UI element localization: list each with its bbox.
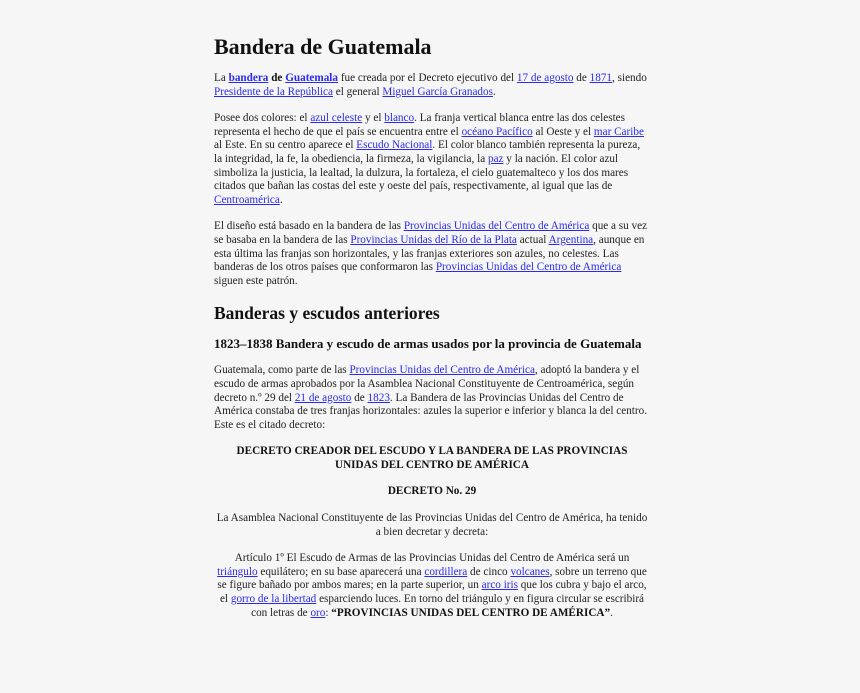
wiki-link[interactable]: paz	[487, 152, 504, 165]
text-run: equilátero; en su base aparecerá una	[257, 565, 425, 578]
text-run: y el	[362, 112, 385, 125]
paragraph	[214, 485, 650, 499]
wiki-link[interactable]: 17 de agosto	[516, 72, 574, 84]
paragraph	[214, 552, 650, 620]
text-run: de	[268, 72, 286, 84]
text-run: de cinco	[467, 565, 511, 578]
text-run: el general	[332, 85, 383, 98]
document	[214, 34, 650, 633]
text-run: de	[573, 72, 590, 84]
text-run: , adoptó la bandera y el escudo de armas aprobados por la Asamblea Nacional Constituyente de Centroamérica, según decreto n.º 29 del	[214, 364, 640, 404]
text-run: actual	[516, 233, 549, 246]
wiki-link[interactable]: gorro de la libertad	[230, 593, 317, 606]
wiki-link[interactable]: Presidente de la República	[214, 85, 333, 98]
wiki-link[interactable]: arco iris	[481, 579, 518, 592]
text-run: que a su vez se basaba en la bandera de las	[214, 220, 648, 246]
wiki-link[interactable]: cordillera	[424, 565, 468, 578]
wiki-link[interactable]: mar Caribe	[593, 125, 644, 138]
text-run: El diseño está basado en la bandera de las	[214, 220, 404, 233]
wiki-link[interactable]: Miguel García Granados	[382, 85, 493, 98]
wiki-link[interactable]: 1871	[589, 72, 613, 84]
subsection-heading	[214, 336, 650, 351]
wiki-link[interactable]: Provincias Unidas del Río de la Plata	[350, 233, 517, 246]
text-run: Posee dos colores: el	[214, 112, 311, 125]
text-run: .	[492, 85, 496, 98]
text-run: que los cubra y bajo el arco, el	[219, 579, 647, 606]
paragraph	[214, 364, 650, 432]
wiki-link[interactable]: Provincias Unidas del Centro de América	[403, 220, 590, 233]
text-run: al Oeste y el	[532, 125, 594, 138]
text-run: .	[610, 606, 613, 619]
text-run: Banderas y escudos anteriores	[214, 303, 440, 324]
wiki-link[interactable]: Guatemala	[285, 72, 339, 84]
paragraph	[214, 72, 650, 99]
text-run: Guatemala, como parte de las	[214, 364, 350, 377]
text-run: “PROVINCIAS UNIDAS DEL CENTRO DE AMÉRICA”	[331, 606, 611, 619]
document-body	[214, 72, 650, 620]
wiki-link[interactable]: Centroamérica	[214, 193, 280, 206]
text-run: , aunque en esta última las franjas son horizontales, y las franjas exteriores son azules, no celestes. Las banderas de los otros países que conformaron las	[214, 233, 645, 274]
text-run: Artículo 1º El Escudo de Armas de las Provincias Unidas del Centro de América será un	[234, 552, 630, 565]
wiki-link[interactable]: 1823	[367, 391, 390, 404]
wiki-link[interactable]: Provincias Unidas del Centro de América	[435, 261, 622, 274]
paragraph	[214, 445, 650, 472]
wiki-link[interactable]: Escudo Nacional	[356, 139, 433, 152]
wiki-link[interactable]: volcanes	[510, 565, 550, 578]
text-run: . La franja vertical blanca entre las dos celestes representa el hecho de que el país se encuentra entre el	[214, 112, 625, 138]
text-run: , siendo	[612, 72, 647, 84]
wiki-link[interactable]: 21 de agosto	[294, 391, 352, 404]
wiki-link[interactable]: bandera	[228, 72, 269, 84]
paragraph	[214, 512, 650, 539]
text-run: La	[214, 72, 229, 84]
section-heading	[214, 302, 650, 324]
wiki-link[interactable]: Argentina	[548, 233, 594, 246]
text-run: DECRETO CREADOR DEL ESCUDO Y LA BANDERA DE LAS PROVINCIAS UNIDAS DEL CENTRO DE AMÉRICA	[236, 445, 628, 471]
wiki-link[interactable]: triángulo	[217, 565, 258, 578]
text-run: de	[351, 391, 368, 404]
text-run: . La Bandera de las Provincias Unidas del Centro de América constaba de tres franjas horizontales: azules la superior e inferior y blanca la del centro. Este es el citado decreto:	[214, 391, 648, 431]
wiki-link[interactable]: océano Pacífico	[461, 125, 533, 138]
text-run: DECRETO No. 29	[387, 485, 477, 498]
wiki-link[interactable]: azul celeste	[310, 112, 363, 125]
text-run: al Este. En su centro aparece el	[214, 139, 357, 152]
text-run: .	[279, 193, 283, 206]
paragraph	[214, 220, 650, 288]
page-title: Bandera de Guatemala	[214, 34, 432, 59]
wiki-link[interactable]: blanco	[384, 112, 415, 125]
text-run: , sobre un terreno que se figure bañado por ambos mares; en la parte superior, un	[217, 565, 647, 592]
text-run: y la nación. El color azul simboliza la justicia, la lealtad, la dulzura, la fortaleza, el cielo guatemalteco y los dos mares citados que bañan las costas del este y oeste del país, respectivamente, al igual que las de	[214, 152, 629, 193]
text-run: esparciendo luces. En torno del triángulo y en figura circular se escribirá con letras de	[251, 593, 645, 619]
text-run: La Asamblea Nacional Constituyente de las Provincias Unidas del Centro de América, ha tenido a bien decretar y decreta:	[216, 512, 648, 538]
text-run: fue creada por el Decreto ejecutivo del	[338, 72, 517, 84]
text-run: . El color blanco también representa la pureza, la integridad, la fe, la obediencia, la firmeza, la vigilancia, la	[214, 139, 641, 165]
text-run: siguen este patrón.	[214, 274, 298, 287]
wiki-link[interactable]: oro	[310, 606, 326, 619]
paragraph	[214, 112, 650, 207]
wiki-link[interactable]: Provincias Unidas del Centro de América	[349, 364, 535, 377]
text-run: :	[325, 606, 332, 619]
text-run: 1823–1838 Bandera y escudo de armas usados por la provincia de Guatemala	[214, 336, 642, 352]
